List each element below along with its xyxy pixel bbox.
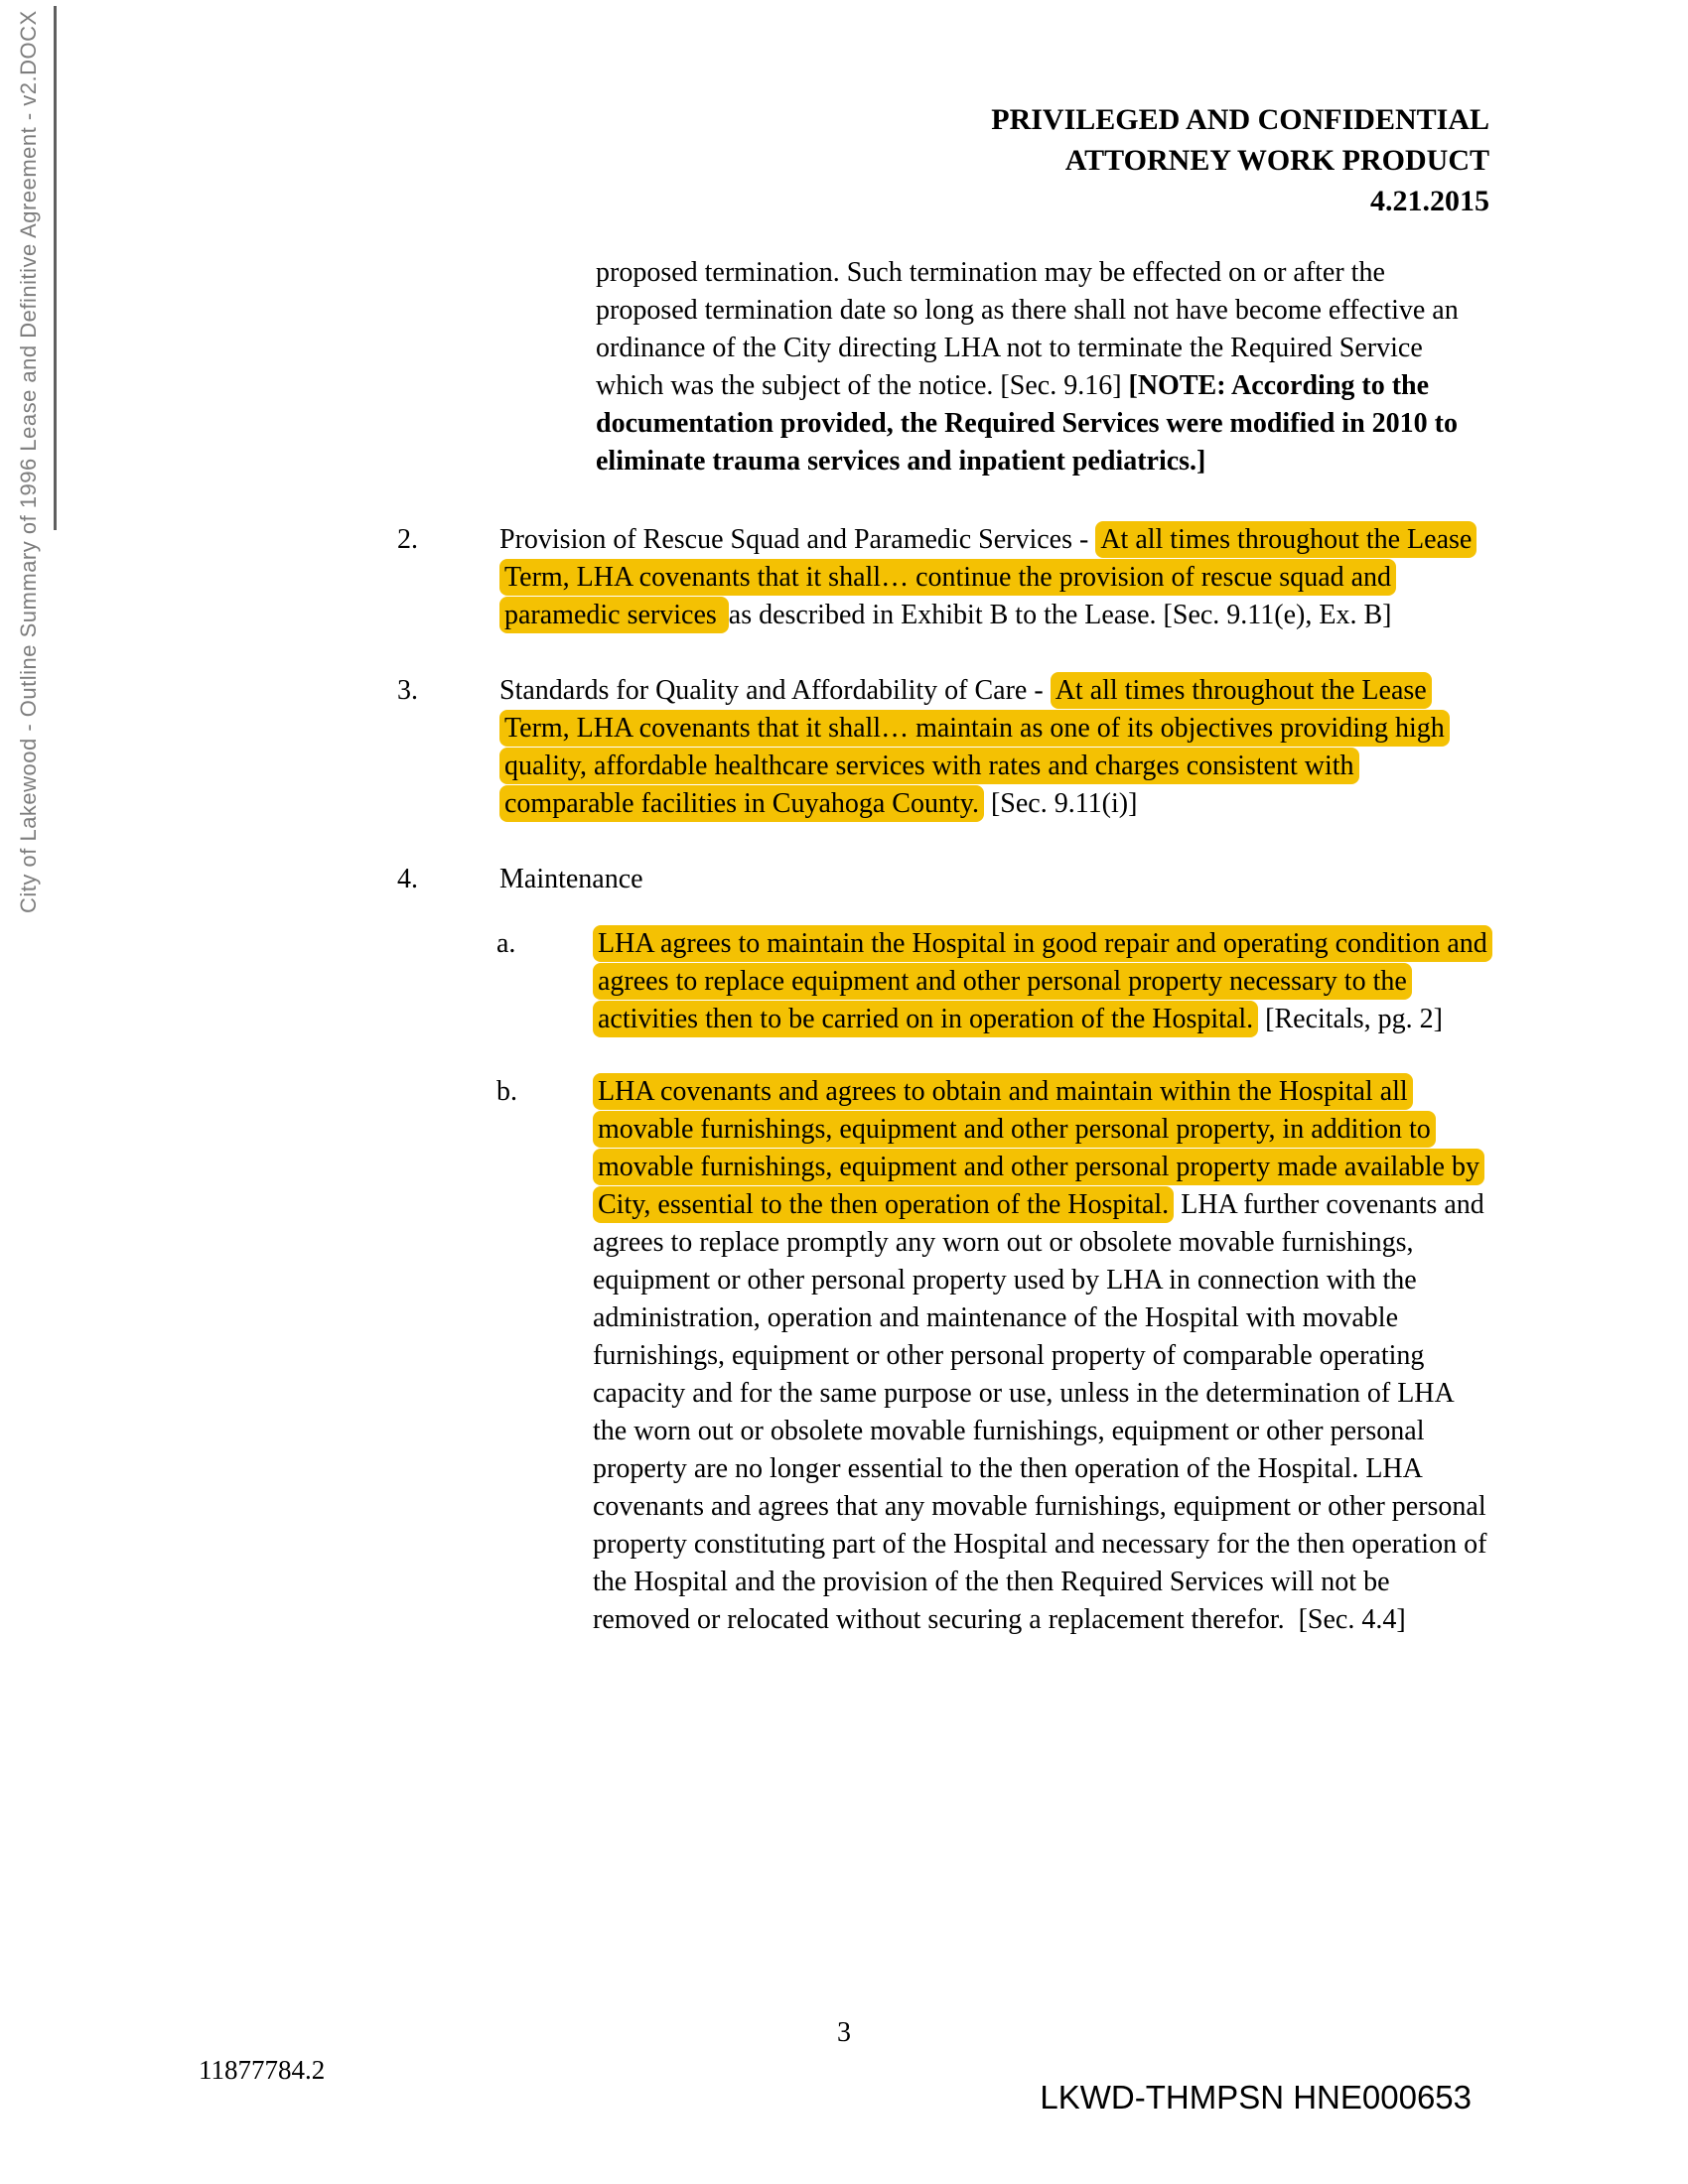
continuation-paragraph <box>596 254 1489 480</box>
highlighted-text: LHA covenants and agrees to obtain and maintain within the Hospital all movable furnishings, equipment and other personal property, in addition to movable furnishings, equipment and other personal property made available by City, essential to the then operation of the Hospital. <box>593 1073 1484 1223</box>
revision-change-bar <box>54 6 57 530</box>
subitem-letter: b. <box>496 1076 517 1107</box>
highlighted-text: At all times throughout the Lease Term, LHA covenants that it shall… maintain as one of its objectives providing high quality, affordable healthcare services with rates and charges consistent with comparable facilities in Cuyahoga County. <box>499 672 1450 822</box>
highlighted-text: At all times throughout the Lease Term, LHA covenants that it shall… continue the provision of rescue squad and paramedic services <box>499 521 1477 633</box>
document-header <box>991 99 1489 221</box>
outline-item <box>397 521 1489 634</box>
body-text: Maintenance <box>499 864 643 894</box>
body-text: Standards for Quality and Affordability of Care - <box>499 675 1051 706</box>
body-text: LHA further covenants and agrees to replace promptly any worn out or obsolete movable furnishings, equipment or other personal property used by LHA in connection with the administration, operation and maintenance of the Hospital with movable furnishings, equipment or other personal property of comparable operating capacity and for the same purpose or use, unless in the determination of LHA the worn out or obsolete movable furnishings, equipment or other personal property are no longer essential to the then operation of the Hospital. LHA covenants and agrees that any movable furnishings, equipment or other personal property constituting part of the Hospital and necessary for the then operation of the Hospital and the provision of the then Required Services will not be removed or relocated without securing a replacement therefor. [Sec. 4.4] <box>593 1189 1487 1635</box>
item-text <box>499 672 1489 823</box>
body-text: [Recitals, pg. 2] <box>1258 1004 1443 1034</box>
body-text: [Sec. 9.11(i)] <box>983 788 1138 819</box>
bates-stamp: LKWD-THMPSN HNE000653 <box>1040 2079 1472 2116</box>
outline-item <box>397 672 1489 823</box>
page-number: 3 <box>837 2017 851 2048</box>
item-number: 4. <box>397 864 418 894</box>
bold-note-text: [NOTE: According to the documentation provided, the Required Services were modified in 2010 to eliminate trauma services and inpatient pediatrics.] <box>596 370 1458 477</box>
header-privileged-line: PRIVILEGED AND CONFIDENTIAL <box>991 103 1489 136</box>
item-number: 2. <box>397 524 418 555</box>
outline-items <box>397 521 1489 1639</box>
header-date: 4.21.2015 <box>1370 185 1489 217</box>
body-text: as described in Exhibit B to the Lease. [Sec. 9.11(e), Ex. B] <box>728 600 1392 630</box>
item-number: 3. <box>397 675 418 706</box>
body-text: Provision of Rescue Squad and Paramedic Services - <box>499 524 1096 555</box>
header-work-product-line: ATTORNEY WORK PRODUCT <box>1064 144 1489 177</box>
sidebar-filename-label: City of Lakewood - Outline Summary of 1996 Lease and Definitive Agreement - v2.DOCX <box>16 10 41 913</box>
document-control-number: 11877784.2 <box>199 2055 326 2085</box>
outline-subitem <box>496 1073 1489 1639</box>
document-body <box>397 254 1489 1639</box>
body-text: proposed termination. Such termination may be effected on or after the proposed termination date so long as there shall not have become effective an ordinance of the City directing LHA not to terminate the Required Service which was the subject of the notice. [Sec. 9.16] <box>596 257 1459 401</box>
highlighted-text: LHA agrees to maintain the Hospital in good repair and operating condition and agrees to replace equipment and other personal property necessary to the activities then to be carried on in operation of the Hospital. <box>593 925 1492 1037</box>
subitem-text <box>593 1073 1489 1639</box>
subitem-text <box>593 925 1489 1038</box>
outline-item <box>397 861 1489 898</box>
item-text <box>499 861 1489 898</box>
outline-subitem <box>496 925 1489 1038</box>
subitem-letter: a. <box>496 928 516 959</box>
item-text <box>499 521 1489 634</box>
